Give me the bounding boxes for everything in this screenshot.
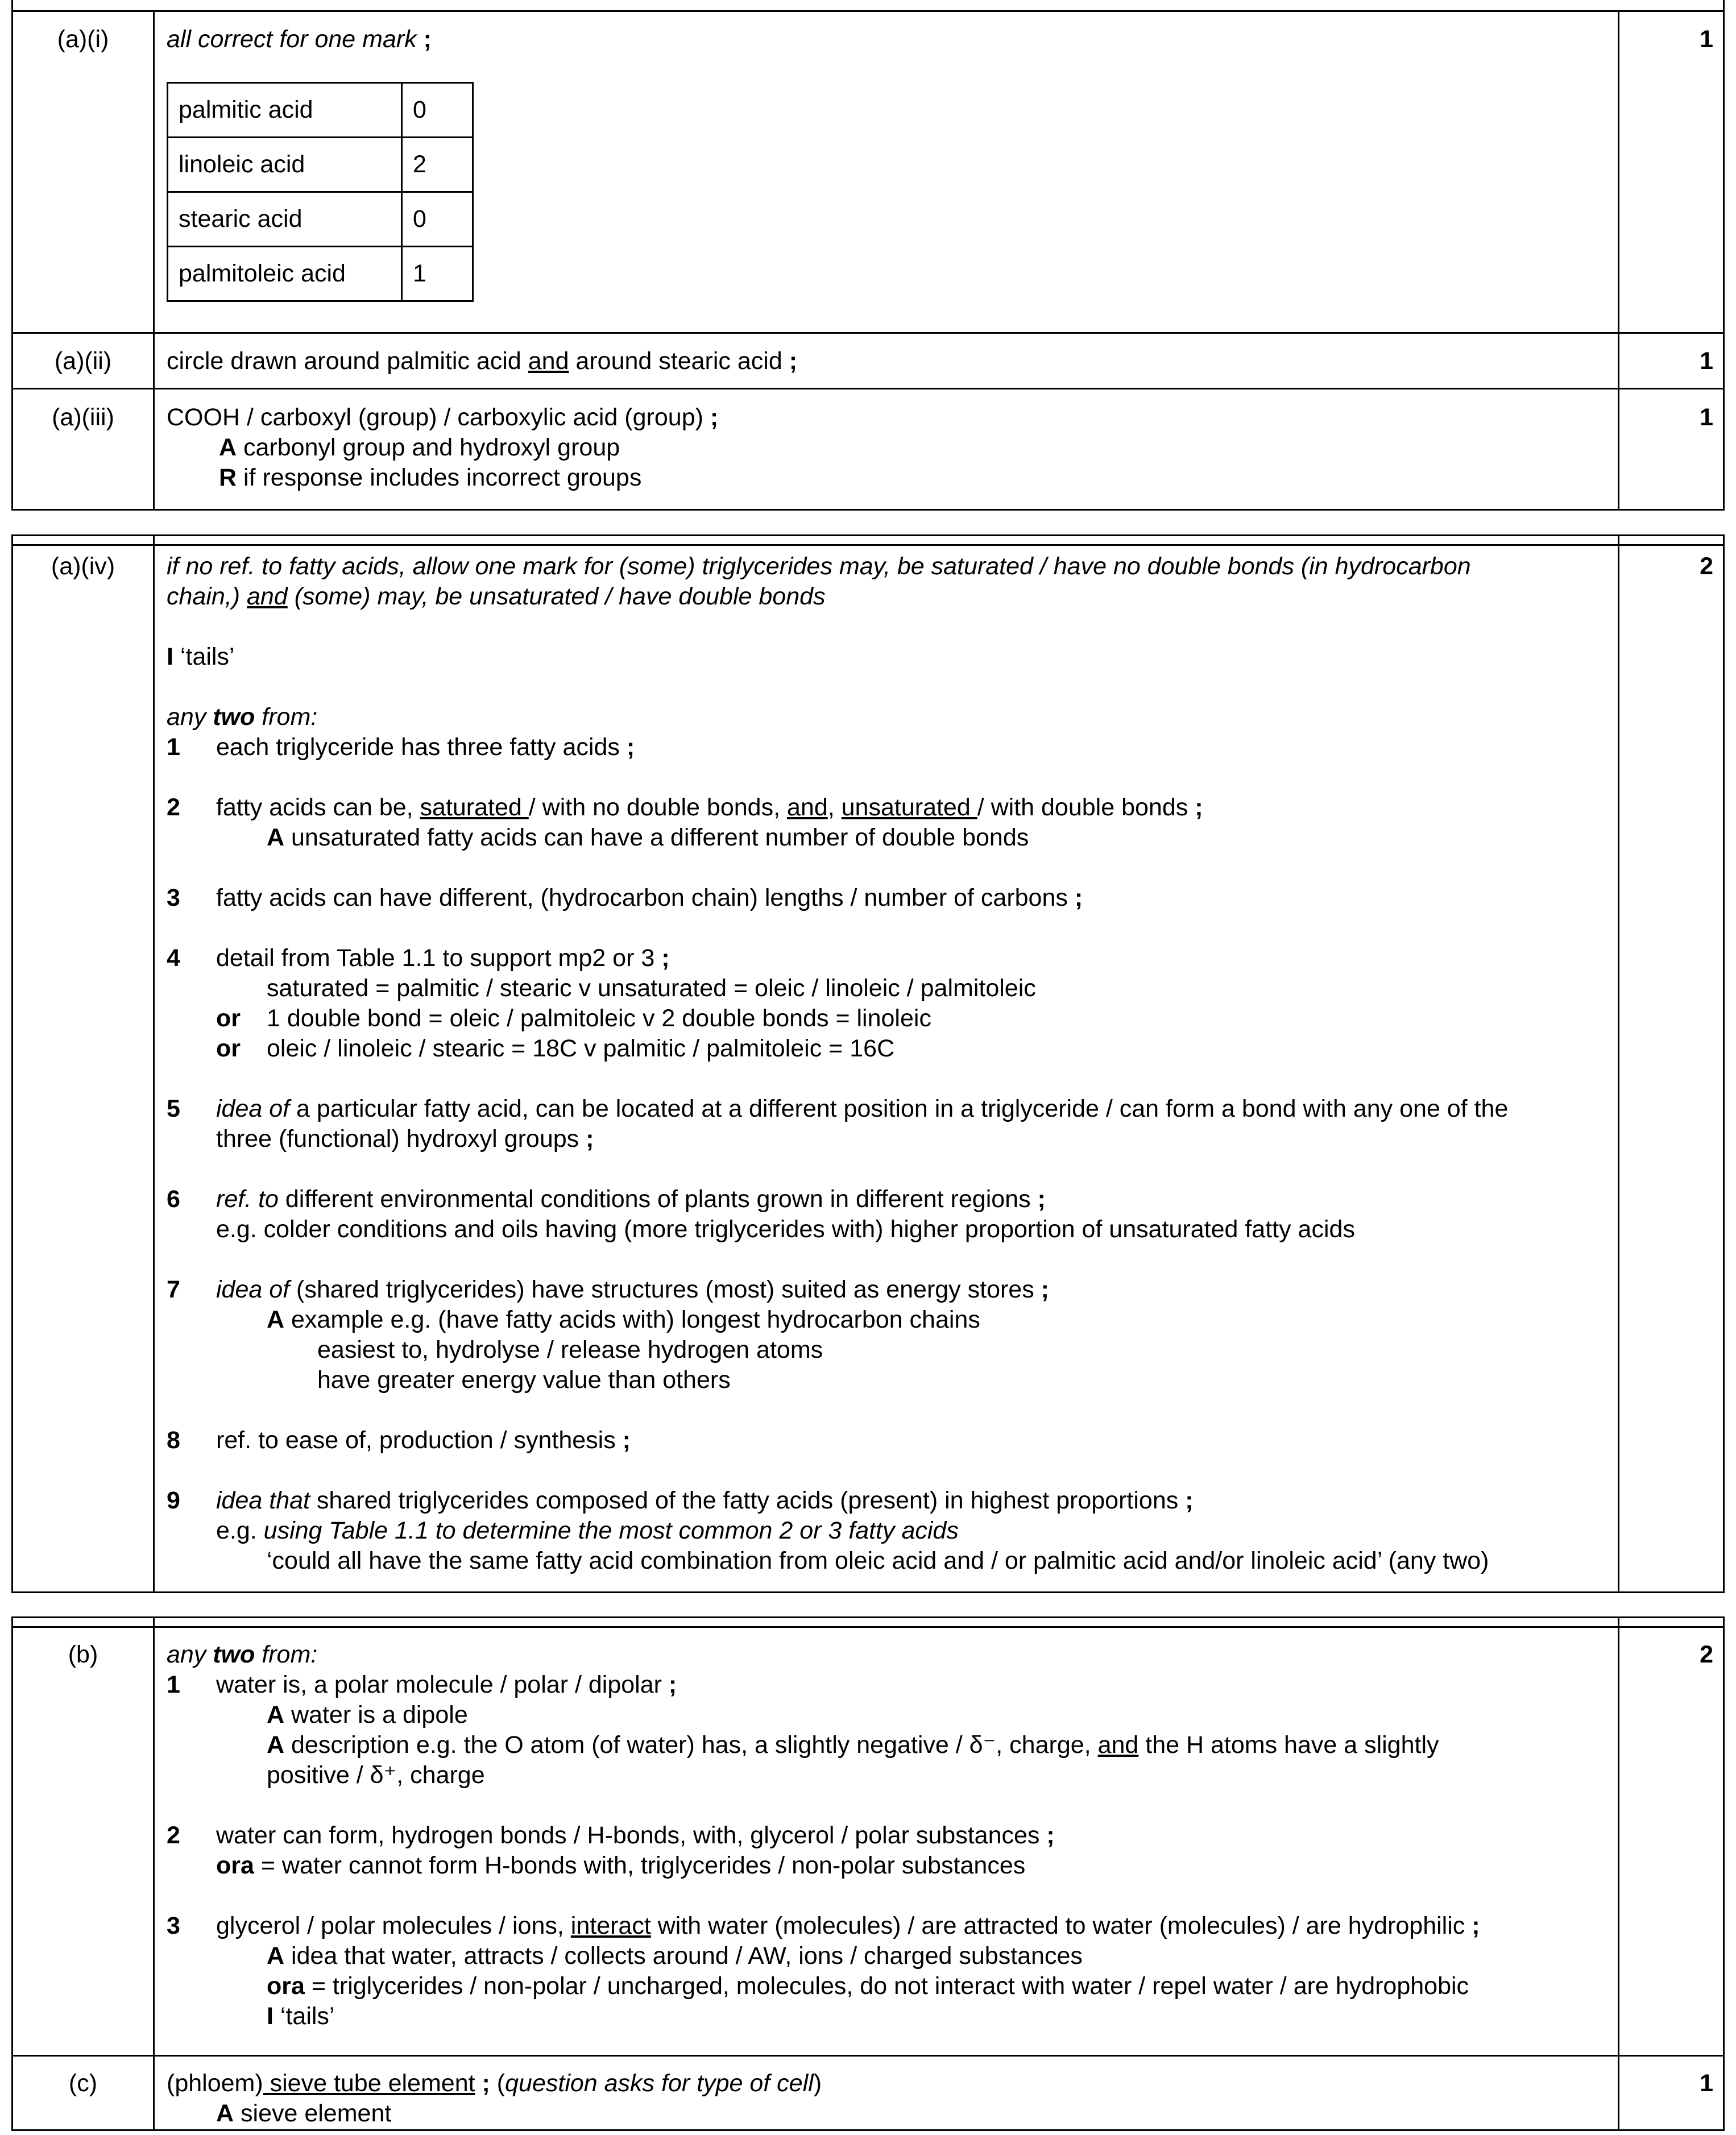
aiv-any-two: any two from:	[167, 703, 318, 731]
point-number: 6	[167, 1185, 180, 1213]
aiv-point-9-example: e.g. using Table 1.1 to determine the most common 2 or 3 fatty acids	[216, 1517, 959, 1544]
table-cell-value: 1	[402, 247, 473, 301]
point-number: 1	[167, 1671, 180, 1698]
aiv-point-4: detail from Table 1.1 to support mp2 or 3 ;	[216, 944, 670, 972]
point-number: 3	[167, 1912, 180, 1939]
aiii-accept: A carbonyl group and hydroxyl group	[219, 434, 620, 461]
question-label-c: (c)	[68, 2070, 98, 2097]
point-number: 8	[167, 1427, 180, 1454]
aiv-point-9-quote: ‘could all have the same fatty acid combination from oleic acid and / or palmitic acid and/or linoleic acid’ (any two)	[267, 1547, 1489, 1574]
point-number: 4	[167, 944, 180, 972]
mark-aiv: 2	[1700, 553, 1713, 580]
column-divider	[1618, 1618, 1619, 2129]
mark-scheme-block-2	[11, 534, 1725, 1593]
mark-scheme-block-1	[11, 10, 1725, 511]
row-divider	[13, 544, 1723, 546]
b-point-1-accept-2: A description e.g. the O atom (of water) has, a slightly negative / δ⁻, charge, and the H atoms have a slightly	[267, 1731, 1439, 1759]
point-number: 9	[167, 1487, 180, 1514]
aiv-point-6-example: e.g. colder conditions and oils having (more triglycerides with) higher proportion of unsaturated fatty acids	[216, 1216, 1355, 1243]
question-label-aii: (a)(ii)	[54, 347, 112, 375]
column-divider	[153, 12, 155, 509]
table-cell-name: linoleic acid	[168, 138, 402, 192]
fatty-acid-table	[167, 82, 474, 302]
table-row	[168, 192, 473, 247]
c-answer: (phloem) sieve tube element ; (question asks for type of cell)	[167, 2070, 822, 2097]
ai-heading: all correct for one mark ;	[167, 26, 432, 53]
aiv-point-1: each triglyceride has three fatty acids ;	[216, 733, 635, 761]
table-row	[168, 247, 473, 301]
aiv-point-2-accept: A unsaturated fatty acids can have a different number of double bonds	[267, 824, 1029, 851]
row-divider	[13, 1626, 1723, 1628]
aiv-point-9: idea that shared triglycerides composed of the fatty acids (present) in highest proportions ;	[216, 1487, 1194, 1514]
b-point-3-ora: ora = triglycerides / non-polar / uncharged, molecules, do not interact with water / repel water / are hydrophobic	[267, 1972, 1469, 2000]
column-divider	[153, 1618, 155, 2129]
question-label-aiv: (a)(iv)	[51, 553, 115, 580]
question-label-aiii: (a)(iii)	[52, 404, 114, 431]
aiii-reject: R if response includes incorrect groups	[219, 464, 642, 491]
mark-aii: 1	[1700, 347, 1713, 375]
point-number: 2	[167, 1822, 180, 1849]
b-any-two: any two from:	[167, 1641, 318, 1668]
aiv-point-7: idea of (shared triglycerides) have structures (most) suited as energy stores ;	[216, 1276, 1049, 1303]
table-row	[168, 138, 473, 192]
table-cell-name: palmitoleic acid	[168, 247, 402, 301]
column-divider	[153, 536, 155, 1591]
aiv-intro-line1: if no ref. to fatty acids, allow one mark for (some) triglycerides may, be saturated / have no double bonds (in hydrocarbon	[167, 553, 1471, 580]
aiv-point-4-line3: oleic / linoleic / stearic = 18C v palmitic / palmitoleic = 16C	[267, 1035, 895, 1062]
aiv-intro-line2: chain,) and (some) may, be unsaturated / have double bonds	[167, 583, 826, 610]
table-cell-value: 0	[402, 192, 473, 247]
point-number: 2	[167, 794, 180, 821]
mark-aiii: 1	[1700, 404, 1713, 431]
aiv-point-4-line1: saturated = palmitic / stearic v unsaturated = oleic / linoleic / palmitoleic	[267, 975, 1036, 1002]
point-number: 5	[167, 1095, 180, 1122]
b-point-1-accept-2-cont: positive / δ⁺, charge	[267, 1761, 485, 1789]
mark-c: 1	[1700, 2070, 1713, 2097]
mark-ai: 1	[1700, 26, 1713, 53]
table-cell-name: stearic acid	[168, 192, 402, 247]
aiv-point-4-or: or	[216, 1035, 241, 1062]
b-point-1-accept: A water is a dipole	[267, 1701, 468, 1728]
aiv-ignore: I ‘tails’	[167, 643, 235, 670]
b-point-3: glycerol / polar molecules / ions, interact with water (molecules) / are attracted to water (molecules) / are hydrophilic ;	[216, 1912, 1480, 1939]
aiv-point-8: ref. to ease of, production / synthesis ;	[216, 1427, 631, 1454]
aiv-point-7-line2: easiest to, hydrolyse / release hydrogen atoms	[317, 1336, 823, 1363]
question-label-ai: (a)(i)	[57, 26, 109, 53]
mark-b: 2	[1700, 1641, 1713, 1668]
point-number: 3	[167, 884, 180, 911]
row-divider	[13, 2055, 1723, 2057]
table-cell-value: 0	[402, 83, 473, 138]
column-divider	[1618, 12, 1619, 509]
b-point-3-accept: A idea that water, attracts / collects around / AW, ions / charged substances	[267, 1942, 1083, 1970]
c-accept: A sieve element	[216, 2100, 392, 2127]
aiv-point-7-line3: have greater energy value than others	[317, 1366, 731, 1394]
table-cell-value: 2	[402, 138, 473, 192]
question-label-b: (b)	[68, 1641, 98, 1668]
aiv-point-2: fatty acids can be, saturated / with no double bonds, and, unsaturated / with double bonds ;	[216, 794, 1203, 821]
aii-answer: circle drawn around palmitic acid and around stearic acid ;	[167, 347, 798, 375]
point-number: 1	[167, 733, 180, 761]
aiv-point-5: idea of a particular fatty acid, can be located at a different position in a triglyceride / can form a bond with any one of the	[216, 1095, 1509, 1122]
point-number: 7	[167, 1276, 180, 1303]
aiii-answer: COOH / carboxyl (group) / carboxylic acid (group) ;	[167, 404, 719, 431]
b-point-1: water is, a polar molecule / polar / dipolar ;	[216, 1671, 677, 1698]
aiv-point-7-accept: A example e.g. (have fatty acids with) longest hydrocarbon chains	[267, 1306, 980, 1333]
top-strip	[11, 0, 1725, 10]
column-divider	[1618, 536, 1619, 1591]
aiv-point-4-or: or	[216, 1005, 241, 1032]
aiv-point-5-cont: three (functional) hydroxyl groups ;	[216, 1125, 594, 1153]
aiv-point-3: fatty acids can have different, (hydrocarbon chain) lengths / number of carbons ;	[216, 884, 1083, 911]
b-point-2-ora: ora = water cannot form H-bonds with, triglycerides / non-polar substances	[216, 1852, 1026, 1879]
aiv-point-6: ref. to different environmental conditions of plants grown in different regions ;	[216, 1185, 1046, 1213]
table-row	[168, 83, 473, 138]
table-cell-name: palmitic acid	[168, 83, 402, 138]
aiv-point-4-line2: 1 double bond = oleic / palmitoleic v 2 double bonds = linoleic	[267, 1005, 931, 1032]
b-point-2: water can form, hydrogen bonds / H-bonds, with, glycerol / polar substances ;	[216, 1822, 1055, 1849]
mark-scheme-block-3	[11, 1616, 1725, 2131]
row-divider	[13, 388, 1723, 389]
b-point-3-ignore: I ‘tails’	[267, 2003, 335, 2030]
row-divider	[13, 332, 1723, 334]
